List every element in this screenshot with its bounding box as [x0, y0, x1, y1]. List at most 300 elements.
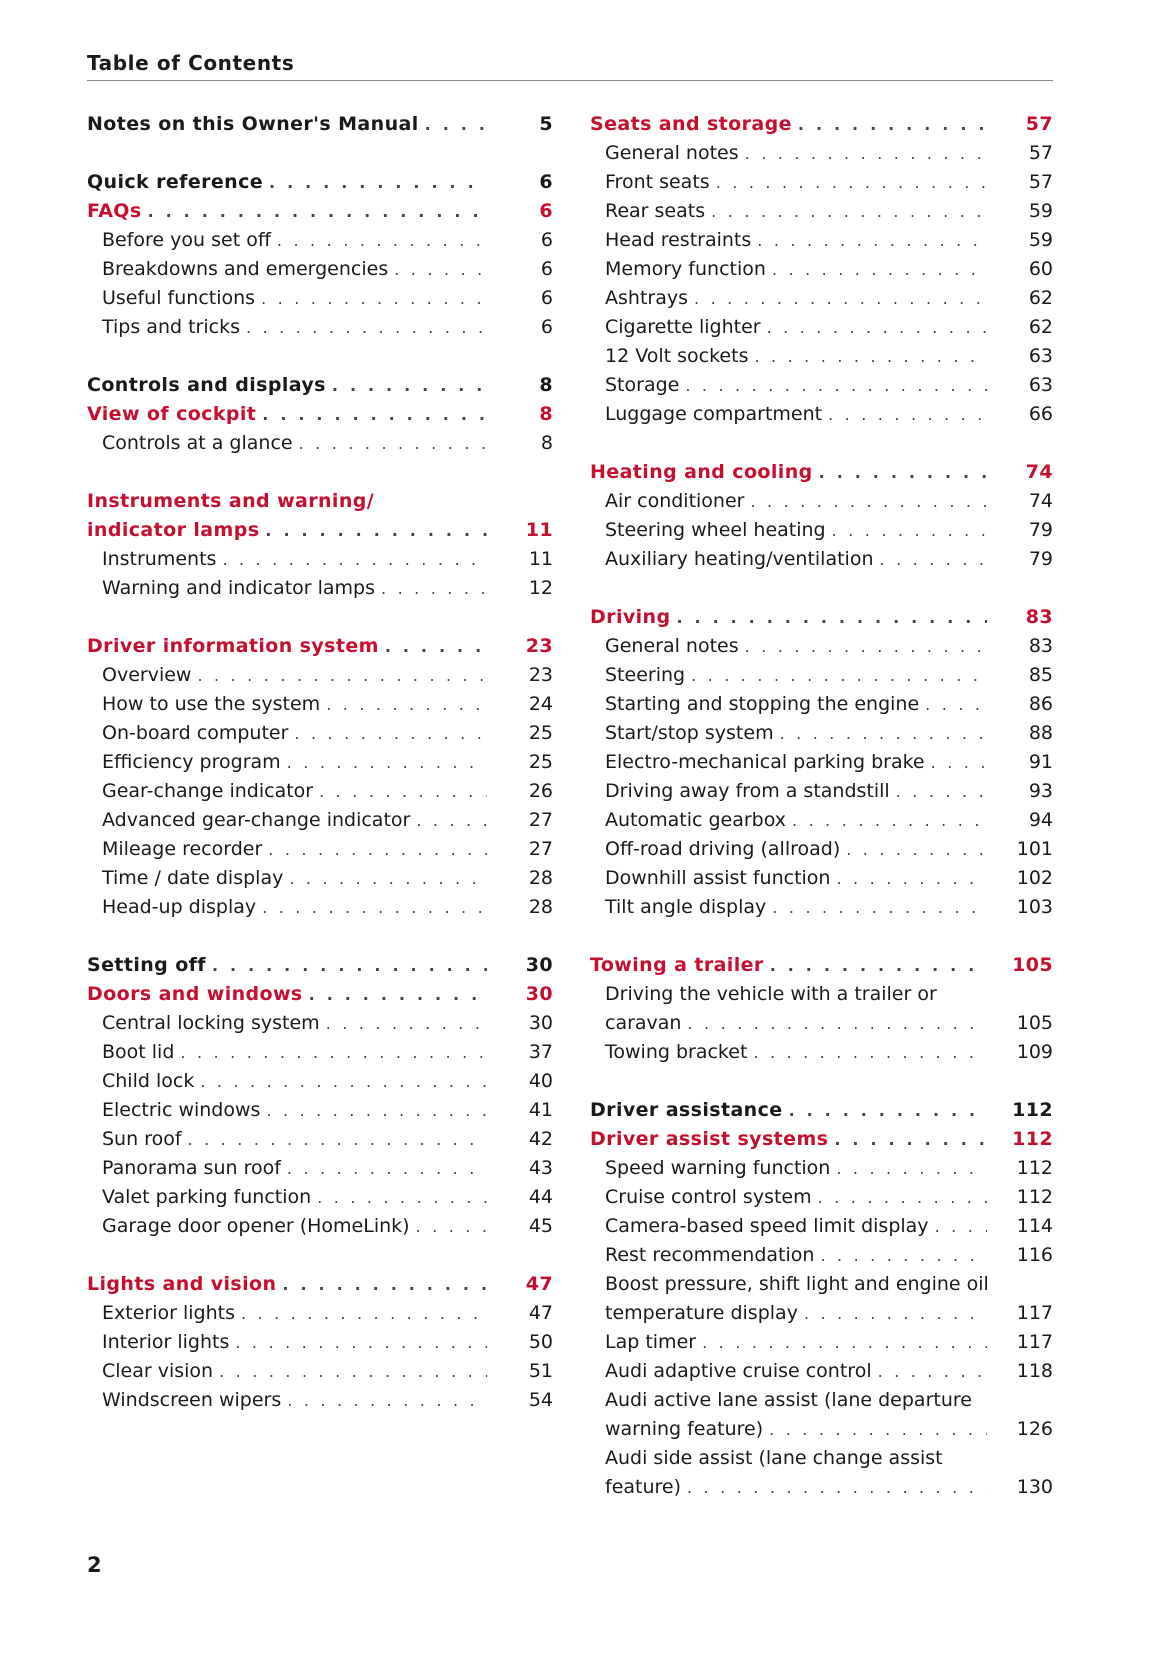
toc-entry-label: Driving away from a standstill	[605, 780, 890, 802]
toc-entry-label: Mileage recorder	[102, 838, 263, 860]
toc-entry-label: Audi side assist (lane change assist	[605, 1447, 943, 1469]
toc-page-number: 40	[528, 1070, 553, 1092]
toc-page-number: 105	[1012, 954, 1053, 976]
toc-chapter-entry[interactable]	[87, 110, 553, 139]
toc-page-number: 25	[528, 722, 553, 744]
toc-section-entry[interactable]	[590, 1154, 1053, 1183]
toc-chapter-entry[interactable]	[87, 487, 553, 516]
toc-section-entry[interactable]	[590, 1270, 1053, 1299]
toc-page-number: 59	[1028, 200, 1053, 222]
toc-leader-dots	[235, 1328, 487, 1357]
toc-page-number: 126	[1016, 1418, 1053, 1440]
toc-entry-label: Downhill assist function	[605, 867, 831, 889]
toc-entry-label: Setting off	[87, 954, 206, 976]
toc-section-entry[interactable]	[590, 719, 1053, 748]
toc-page-number: 93	[1028, 780, 1053, 802]
toc-section-entry[interactable]	[590, 400, 1053, 429]
toc-chapter-entry[interactable]	[87, 980, 553, 1009]
toc-chapter-entry[interactable]	[87, 168, 553, 197]
toc-entry-label: Interior lights	[102, 1331, 230, 1353]
toc-section-entry[interactable]	[590, 1241, 1053, 1270]
toc-page-number: 86	[1028, 693, 1053, 715]
toc-chapter-entry[interactable]	[87, 400, 553, 429]
toc-page-number: 28	[528, 867, 553, 889]
toc-page-number: 30	[528, 1012, 553, 1034]
toc-entry-label: Cruise control system	[605, 1186, 812, 1208]
toc-section-entry[interactable]	[87, 1299, 553, 1328]
toc-leader-dots	[711, 197, 987, 226]
toc-section-entry[interactable]	[87, 661, 553, 690]
toc-entry-label: Steering wheel heating	[605, 519, 826, 541]
toc-page-number: 26	[528, 780, 553, 802]
toc-section-entry[interactable]	[87, 255, 553, 284]
toc-section-entry[interactable]	[590, 1415, 1053, 1444]
toc-leader-dots	[880, 545, 988, 574]
toc-entry-label: Cigarette lighter	[605, 316, 761, 338]
toc-page-number: 116	[1016, 1244, 1053, 1266]
toc-entry-label: Towing bracket	[605, 1041, 748, 1063]
toc-section-entry[interactable]	[590, 371, 1053, 400]
toc-spacer	[87, 922, 553, 951]
toc-leader-dots	[294, 719, 487, 748]
toc-section-entry[interactable]	[590, 226, 1053, 255]
toc-page-number: 117	[1016, 1331, 1053, 1353]
toc-leader-dots	[896, 777, 987, 806]
toc-entry-label: Boot lid	[102, 1041, 175, 1063]
toc-leader-dots	[798, 110, 987, 139]
toc-leader-dots	[180, 1038, 487, 1067]
toc-section-entry[interactable]	[590, 139, 1053, 168]
toc-leader-dots	[246, 313, 487, 342]
toc-page-number: 28	[528, 896, 553, 918]
toc-leader-dots	[309, 980, 487, 1009]
toc-entry-label: Electric windows	[102, 1099, 261, 1121]
toc-section-entry[interactable]	[87, 313, 553, 342]
toc-section-entry[interactable]	[87, 1125, 553, 1154]
toc-section-entry[interactable]	[590, 748, 1053, 777]
page-number: 2	[87, 1553, 102, 1577]
toc-leader-dots	[819, 458, 987, 487]
toc-leader-dots	[772, 893, 987, 922]
toc-leader-dots	[188, 1125, 487, 1154]
toc-leader-dots	[753, 1038, 987, 1067]
toc-chapter-entry[interactable]	[87, 951, 553, 980]
toc-spacer	[87, 458, 553, 487]
toc-chapter-entry[interactable]	[590, 110, 1053, 139]
toc-entry-label: indicator lamps	[87, 519, 260, 541]
toc-section-entry[interactable]	[87, 1009, 553, 1038]
toc-page-number: 101	[1016, 838, 1053, 860]
toc-entry-label: Efficiency program	[102, 751, 281, 773]
toc-entry-label: General notes	[605, 635, 739, 657]
toc-page-number: 51	[528, 1360, 553, 1382]
toc-entry-label: Head restraints	[605, 229, 752, 251]
toc-entry-label: Advanced gear-change indicator	[102, 809, 411, 831]
toc-section-entry[interactable]	[87, 1328, 553, 1357]
toc-entry-label: Heating and cooling	[590, 461, 813, 483]
toc-entry-label: Useful functions	[102, 287, 256, 309]
toc-entry-label: Notes on this Owner's Manual	[87, 113, 419, 135]
toc-entry-label: Driver assistance	[590, 1099, 783, 1121]
toc-section-entry[interactable]	[590, 197, 1053, 226]
toc-page-number: 57	[1028, 142, 1053, 164]
toc-entry-label: Steering	[605, 664, 686, 686]
toc-page-number: 94	[1028, 809, 1053, 831]
toc-entry-label: Gear-change indicator	[102, 780, 314, 802]
toc-leader-dots	[277, 226, 487, 255]
toc-section-entry[interactable]	[87, 1154, 553, 1183]
toc-spacer	[87, 342, 553, 371]
toc-section-entry[interactable]	[87, 1067, 553, 1096]
toc-section-entry[interactable]	[87, 1357, 553, 1386]
toc-entry-label: Controls and displays	[87, 374, 326, 396]
toc-page-number: 112	[1016, 1186, 1053, 1208]
toc-section-entry[interactable]	[590, 1473, 1053, 1502]
toc-entry-label: Audi active lane assist (lane departure	[605, 1389, 972, 1411]
toc-page-number: 74	[1028, 490, 1053, 512]
toc-chapter-entry[interactable]	[87, 197, 553, 226]
toc-section-entry[interactable]	[87, 835, 553, 864]
toc-page-number: 6	[539, 171, 553, 193]
toc-page-number: 112	[1016, 1157, 1053, 1179]
toc-leader-dots	[836, 1154, 987, 1183]
toc-entry-label: Rear seats	[605, 200, 706, 222]
toc-section-entry[interactable]	[87, 777, 553, 806]
toc-entry-label: Warning and indicator lamps	[102, 577, 376, 599]
toc-leader-dots	[757, 226, 987, 255]
toc-leader-dots	[287, 1154, 487, 1183]
toc-spacer	[87, 1241, 553, 1270]
toc-section-entry[interactable]	[590, 1328, 1053, 1357]
toc-entry-label: Driver assist systems	[590, 1128, 829, 1150]
toc-page-number: 79	[1028, 519, 1053, 541]
toc-page-number: 6	[540, 258, 553, 280]
toc-section-entry[interactable]	[87, 1096, 553, 1125]
toc-leader-dots	[289, 864, 487, 893]
toc-page-number: 27	[528, 838, 553, 860]
toc-section-entry[interactable]	[590, 1038, 1053, 1067]
toc-page-number: 112	[1012, 1099, 1053, 1121]
toc-entry-label: View of cockpit	[87, 403, 257, 425]
toc-entry-label: Starting and stopping the engine	[605, 693, 920, 715]
toc-page-number: 23	[525, 635, 553, 657]
toc-leader-dots	[148, 197, 487, 226]
toc-section-entry[interactable]	[590, 487, 1053, 516]
toc-spacer	[590, 1067, 1053, 1096]
toc-section-entry[interactable]	[87, 1038, 553, 1067]
toc-section-entry[interactable]	[590, 255, 1053, 284]
toc-page-number: 62	[1028, 316, 1053, 338]
toc-page-number: 6	[540, 229, 553, 251]
toc-leader-dots	[931, 748, 987, 777]
toc-leader-dots	[792, 806, 987, 835]
toc-entry-label: Panorama sun roof	[102, 1157, 281, 1179]
toc-leader-dots	[219, 1357, 487, 1386]
toc-entry-label: On-board computer	[102, 722, 289, 744]
toc-chapter-entry[interactable]	[590, 458, 1053, 487]
toc-section-entry[interactable]	[87, 864, 553, 893]
toc-page-number: 112	[1012, 1128, 1053, 1150]
toc-section-entry[interactable]	[87, 719, 553, 748]
toc-leader-dots	[745, 139, 987, 168]
toc-page-number: 117	[1016, 1302, 1053, 1324]
toc-section-entry[interactable]	[590, 835, 1053, 864]
toc-section-entry[interactable]	[590, 545, 1053, 574]
toc-entry-label: Audi adaptive cruise control	[605, 1360, 872, 1382]
toc-section-entry[interactable]	[87, 545, 553, 574]
toc-entry-label: Ashtrays	[605, 287, 688, 309]
toc-leader-dots	[197, 661, 487, 690]
toc-page-number: 74	[1025, 461, 1053, 483]
toc-leader-dots	[685, 371, 987, 400]
toc-page-number: 30	[525, 954, 553, 976]
toc-entry-label: Sun roof	[102, 1128, 182, 1150]
toc-section-entry[interactable]	[590, 1183, 1053, 1212]
toc-chapter-entry[interactable]	[590, 603, 1053, 632]
toc-leader-dots	[425, 110, 487, 139]
toc-section-entry[interactable]	[590, 1009, 1053, 1038]
toc-section-entry[interactable]	[590, 342, 1053, 371]
toc-leader-dots	[381, 574, 487, 603]
toc-entry-label: Before you set off	[102, 229, 271, 251]
toc-leader-dots	[385, 632, 487, 661]
toc-section-entry[interactable]	[87, 690, 553, 719]
toc-chapter-entry[interactable]	[87, 371, 553, 400]
toc-leader-dots	[769, 1415, 987, 1444]
toc-entry-label: warning feature)	[605, 1418, 764, 1440]
toc-section-entry[interactable]	[87, 1183, 553, 1212]
header-divider	[87, 80, 1053, 81]
toc-entry-label: Exterior lights	[102, 1302, 235, 1324]
toc-entry-label: Valet parking function	[102, 1186, 312, 1208]
toc-page-number: 62	[1028, 287, 1053, 309]
toc-entry-label: caravan	[605, 1012, 682, 1034]
toc-page-number: 57	[1028, 171, 1053, 193]
toc-entry-label: Automatic gearbox	[605, 809, 787, 831]
toc-leader-dots	[878, 1357, 987, 1386]
toc-entry-label: Driving	[590, 606, 671, 628]
toc-leader-dots	[772, 255, 987, 284]
toc-chapter-entry[interactable]	[87, 632, 553, 661]
toc-leader-dots	[676, 603, 987, 632]
toc-leader-dots	[200, 1067, 487, 1096]
toc-page-number: 8	[539, 403, 553, 425]
toc-page-number: 102	[1016, 867, 1053, 889]
toc-page-number: 11	[525, 519, 553, 541]
toc-entry-label: Time / date display	[102, 867, 284, 889]
toc-entry-label: Lights and vision	[87, 1273, 277, 1295]
toc-page-number: 50	[528, 1331, 553, 1353]
toc-section-entry[interactable]	[590, 284, 1053, 313]
toc-leader-dots	[691, 661, 987, 690]
toc-entry-label: Windscreen wipers	[102, 1389, 282, 1411]
toc-section-entry[interactable]	[590, 661, 1053, 690]
toc-entry-label: Memory function	[605, 258, 766, 280]
toc-entry-label: Overview	[102, 664, 192, 686]
toc-leader-dots	[767, 313, 987, 342]
toc-section-entry[interactable]	[87, 429, 553, 458]
toc-section-entry[interactable]	[87, 1386, 553, 1415]
toc-leader-dots	[770, 951, 986, 980]
toc-entry-label: Head-up display	[102, 896, 257, 918]
toc-leader-dots	[687, 1473, 987, 1502]
toc-entry-label: Start/stop system	[605, 722, 774, 744]
toc-section-entry[interactable]	[590, 1212, 1053, 1241]
toc-leader-dots	[262, 893, 487, 922]
toc-leader-dots	[780, 719, 987, 748]
toc-leader-dots	[416, 806, 487, 835]
toc-chapter-entry[interactable]	[87, 516, 553, 545]
toc-leader-dots	[754, 342, 987, 371]
toc-page-number: 8	[540, 432, 553, 454]
toc-section-entry[interactable]	[590, 980, 1053, 1009]
toc-section-entry[interactable]	[87, 1212, 553, 1241]
toc-page-number: 130	[1016, 1476, 1053, 1498]
toc-page-number: 54	[528, 1389, 553, 1411]
toc-page-number: 24	[528, 693, 553, 715]
toc-leader-dots	[935, 1212, 987, 1241]
toc-leader-dots	[287, 1386, 487, 1415]
toc-page-number: 91	[1028, 751, 1053, 773]
toc-entry-label: Storage	[605, 374, 680, 396]
toc-entry-label: Auxiliary heating/ventilation	[605, 548, 874, 570]
toc-page-number: 59	[1028, 229, 1053, 251]
toc-entry-label: Speed warning function	[605, 1157, 831, 1179]
toc-page-number: 47	[528, 1302, 553, 1324]
toc-leader-dots	[687, 1009, 987, 1038]
toc-leader-dots	[828, 400, 987, 429]
toc-page-number: 12	[528, 577, 553, 599]
page-title: Table of Contents	[87, 51, 295, 75]
toc-leader-dots	[716, 168, 987, 197]
toc-leader-dots	[241, 1299, 487, 1328]
toc-entry-label: feature)	[605, 1476, 682, 1498]
toc-page-number: 44	[528, 1186, 553, 1208]
toc-section-entry[interactable]	[590, 893, 1053, 922]
toc-page-number: 41	[528, 1099, 553, 1121]
toc-leader-dots	[287, 748, 487, 777]
toc-section-entry[interactable]	[590, 168, 1053, 197]
toc-leader-dots	[266, 1096, 487, 1125]
toc-leader-dots	[745, 632, 987, 661]
toc-entry-label: How to use the system	[102, 693, 321, 715]
toc-page-number: 63	[1028, 345, 1053, 367]
toc-section-entry[interactable]	[590, 1357, 1053, 1386]
toc-entry-label: Lap timer	[605, 1331, 697, 1353]
toc-entry-label: Breakdowns and emergencies	[102, 258, 389, 280]
toc-leader-dots	[789, 1096, 987, 1125]
toc-page-number: 66	[1028, 403, 1053, 425]
toc-entry-label: Driver information system	[87, 635, 379, 657]
toc-section-entry[interactable]	[590, 777, 1053, 806]
toc-entry-label: 12 Volt sockets	[605, 345, 749, 367]
toc-section-entry[interactable]	[590, 1386, 1053, 1415]
toc-section-entry[interactable]	[590, 632, 1053, 661]
toc-entry-label: FAQs	[87, 200, 142, 222]
toc-entry-label: Air conditioner	[605, 490, 745, 512]
toc-chapter-entry[interactable]	[87, 1270, 553, 1299]
toc-section-entry[interactable]	[590, 1299, 1053, 1328]
toc-leader-dots	[804, 1299, 987, 1328]
toc-section-entry[interactable]	[590, 690, 1053, 719]
toc-entry-label: Tips and tricks	[102, 316, 240, 338]
toc-entry-label: Camera-based speed limit display	[605, 1215, 929, 1237]
toc-entry-label: Instruments	[102, 548, 217, 570]
toc-leader-dots	[326, 1009, 487, 1038]
toc-page-number: 45	[528, 1215, 553, 1237]
toc-page-number: 109	[1016, 1041, 1053, 1063]
toc-leader-dots	[702, 1328, 987, 1357]
toc-leader-dots	[269, 168, 487, 197]
toc-page-number: 57	[1025, 113, 1053, 135]
toc-section-entry[interactable]	[590, 516, 1053, 545]
toc-section-entry[interactable]	[87, 748, 553, 777]
toc-section-entry[interactable]	[590, 806, 1053, 835]
toc-entry-label: Doors and windows	[87, 983, 303, 1005]
toc-page-number: 83	[1028, 635, 1053, 657]
toc-section-entry[interactable]	[87, 893, 553, 922]
toc-chapter-entry[interactable]	[590, 1125, 1053, 1154]
toc-leader-dots	[326, 690, 487, 719]
toc-leader-dots	[836, 864, 987, 893]
toc-entry-label: Clear vision	[102, 1360, 214, 1382]
toc-section-entry[interactable]	[590, 313, 1053, 342]
toc-entry-label: Luggage compartment	[605, 403, 823, 425]
toc-chapter-entry[interactable]	[590, 1096, 1053, 1125]
toc-page-number: 25	[528, 751, 553, 773]
toc-leader-dots	[925, 690, 987, 719]
toc-section-entry[interactable]	[87, 226, 553, 255]
toc-chapter-entry[interactable]	[590, 951, 1053, 980]
toc-leader-dots	[317, 1183, 487, 1212]
toc-section-entry[interactable]	[590, 1444, 1053, 1473]
toc-page-number: 60	[1028, 258, 1053, 280]
toc-entry-label: Towing a trailer	[590, 954, 764, 976]
toc-leader-dots	[820, 1241, 987, 1270]
toc-page-number: 105	[1016, 1012, 1053, 1034]
toc-left-column	[87, 110, 553, 1415]
toc-leader-dots	[319, 777, 487, 806]
toc-page-number: 114	[1016, 1215, 1053, 1237]
toc-leader-dots	[265, 516, 487, 545]
toc-entry-label: Central locking system	[102, 1012, 320, 1034]
toc-right-column	[590, 110, 1053, 1502]
toc-entry-label: Instruments and warning/	[87, 490, 375, 512]
toc-leader-dots	[846, 835, 987, 864]
toc-entry-label: Tilt angle display	[605, 896, 767, 918]
toc-entry-label: Seats and storage	[590, 113, 792, 135]
toc-leader-dots	[261, 284, 487, 313]
toc-section-entry[interactable]	[87, 574, 553, 603]
toc-entry-label: temperature display	[605, 1302, 798, 1324]
toc-entry-label: Front seats	[605, 171, 710, 193]
toc-leader-dots	[262, 400, 487, 429]
toc-leader-dots	[416, 1212, 487, 1241]
toc-section-entry[interactable]	[590, 864, 1053, 893]
toc-leader-dots	[750, 487, 987, 516]
toc-page-number: 23	[528, 664, 553, 686]
toc-spacer	[590, 574, 1053, 603]
toc-leader-dots	[282, 1270, 487, 1299]
toc-page-number: 42	[528, 1128, 553, 1150]
toc-section-entry[interactable]	[87, 806, 553, 835]
toc-entry-label: Garage door opener (HomeLink)	[102, 1215, 410, 1237]
toc-leader-dots	[222, 545, 487, 574]
toc-section-entry[interactable]	[87, 284, 553, 313]
toc-page-number: 103	[1016, 896, 1053, 918]
toc-page-number: 6	[540, 316, 553, 338]
toc-leader-dots	[818, 1183, 987, 1212]
